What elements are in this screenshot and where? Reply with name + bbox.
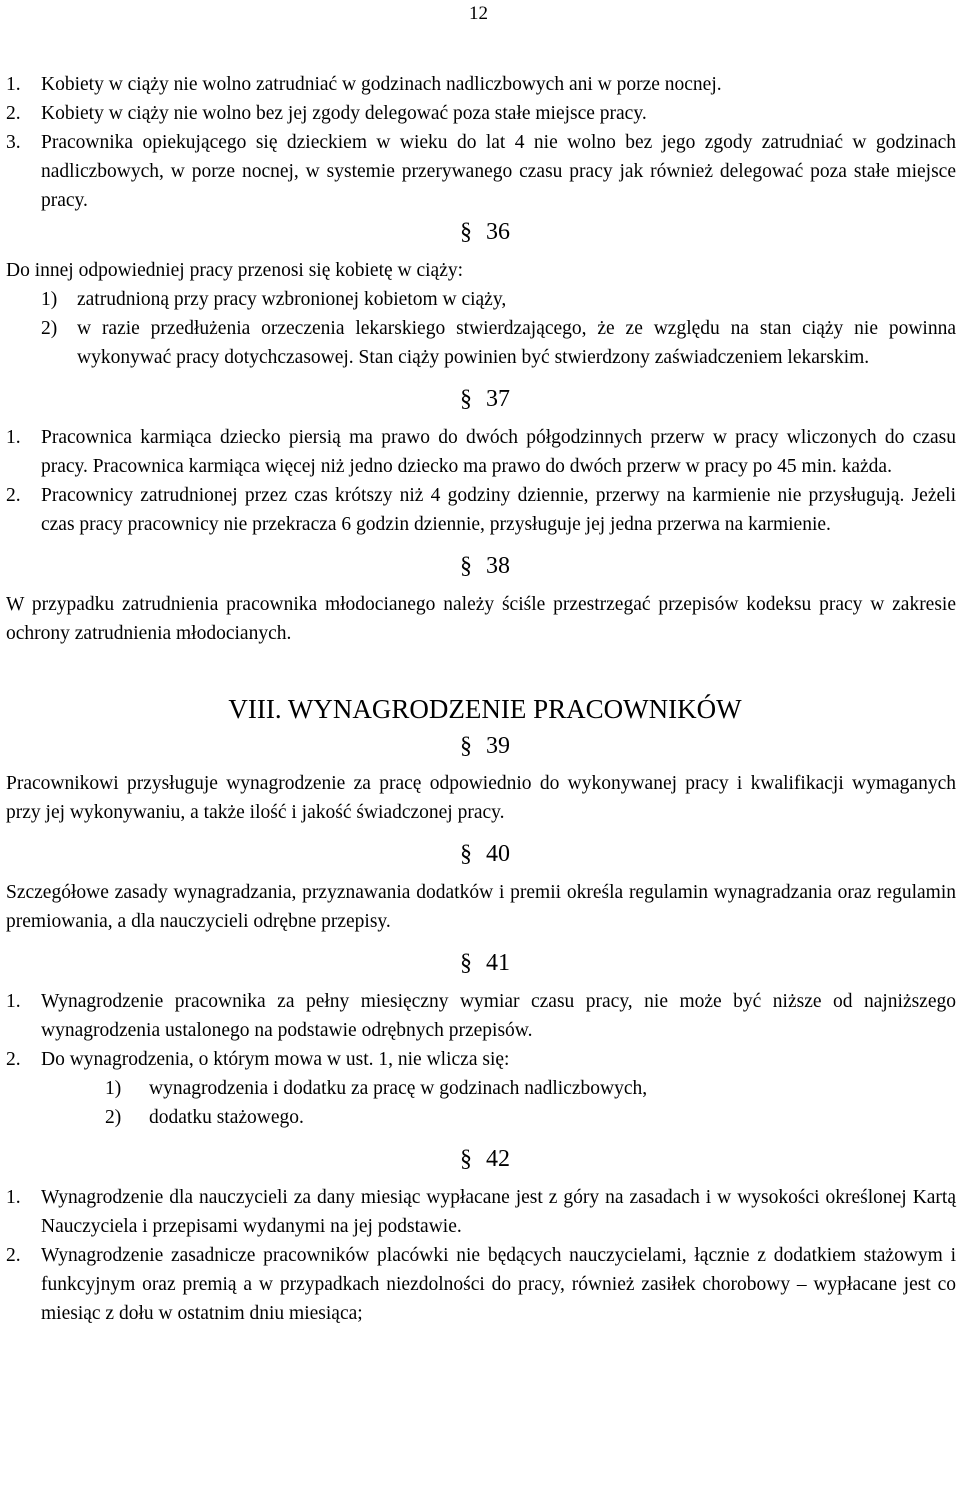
item-text: wynagrodzenia i dodatku za pracę w godzinach nadliczbowych, [149,1078,648,1099]
item-text: Do wynagrodzenia, o którym mowa w ust. 1, nie wlicza się: [41,1049,510,1070]
list-item [6,285,956,314]
list-item [6,1045,956,1074]
section-number: 40 [486,841,510,867]
section-heading-39 [6,731,956,761]
section-heading-38 [6,551,956,581]
section-heading-40 [6,839,956,869]
section-symbol: § [460,950,472,976]
page-number: 12 [469,3,488,24]
section-40-text: Szczegółowe zasady wynagradzania, przyznawania dodatków i premii określa regulamin wynagradzania oraz regulamin premiowania, a dla nauczycieli odrębne przepisy. [6,882,956,932]
item-number: 2) [105,1107,122,1128]
item-text: Pracownika opiekującego się dzieckiem w wieku do lat 4 nie wolno bez jego zgody zatrudniać w godzinach nadliczbowych, w porze nocnej, w systemie przerywanego czasu pracy jak również delegować poza stałe miejsce pracy. [41,132,956,211]
section-number: 42 [486,1146,510,1172]
list-subitem [6,1103,956,1132]
chapter-heading: VIII. WYNAGRODZENIE PRACOWNIKÓW [228,694,742,724]
item-number: 1. [6,427,21,448]
item-text: Pracownicy zatrudnionej przez czas krótszy niż 4 godziny dziennie, przerwy na karmienie nie przysługują. Jeżeli czas pracy pracownicy nie przekracza 6 godzin dziennie, przysługuje jej jedna przerwa na karmienie. [41,485,956,535]
section-heading-41 [6,948,956,978]
list-item [6,70,956,99]
item-number: 1. [6,74,21,95]
section-39-text: Pracownikowi przysługuje wynagrodzenie za pracę odpowiednio do wykonywanej pracy i kwalifikacji wymaganych przy jej wykonywaniu, a także ilość i jakość świadczonej pracy. [6,773,956,823]
item-number: 2) [41,318,58,339]
item-number: 1. [6,1187,21,1208]
section-number: 37 [486,386,510,412]
section-symbol: § [460,733,472,759]
section-heading-42 [6,1144,956,1174]
item-text: Wynagrodzenie pracownika za pełny miesięczny wymiar czasu pracy, nie może być niższe od najniższego wynagrodzenia ustalonego na podstawie odrębnych przepisów. [41,991,956,1041]
item-text: Kobiety w ciąży nie wolno zatrudniać w godzinach nadliczbowych ani w porze nocnej. [41,74,722,95]
section-36-intro: Do innej odpowiedniej pracy przenosi się kobietę w ciąży: [6,260,464,281]
section-symbol: § [460,219,472,245]
item-number: 1. [6,991,21,1012]
item-number: 2. [6,103,21,124]
section-number: 39 [486,733,510,759]
section-symbol: § [460,553,472,579]
list-item [6,99,956,128]
section-number: 36 [486,219,510,245]
item-number: 3. [6,132,21,153]
list-item [6,423,956,481]
section-38-text: W przypadku zatrudnienia pracownika młodocianego należy ściśle przestrzegać przepisów kodeksu pracy w zakresie ochrony zatrudnienia młodocianych. [6,594,956,644]
list-item [6,481,956,539]
item-text: Wynagrodzenie zasadnicze pracowników placówki nie będących nauczycielami, łącznie z dodatkiem stażowym i funkcyjnym oraz premią a w przypadkach niezdolności do pracy, również zasiłek chorobowy – wypłacane jest co miesiąc z dołu w ostatnim dniu miesiąca; [41,1245,956,1324]
item-text: zatrudnioną przy pracy wzbronionej kobietom w ciąży, [77,289,507,310]
item-number: 1) [105,1078,122,1099]
section-heading-36 [6,217,956,247]
section-symbol: § [460,386,472,412]
section-heading-37 [6,384,956,414]
item-text: Wynagrodzenie dla nauczycieli za dany miesiąc wypłacane jest z góry na zasadach i w wysokości określonej Kartą Nauczyciela i przepisami wydanymi na jej podstawie. [41,1187,956,1237]
item-text: Kobiety w ciąży nie wolno bez jej zgody delegować poza stałe miejsce pracy. [41,103,647,124]
section-number: 38 [486,553,510,579]
item-number: 2. [6,1049,21,1070]
list-item [6,987,956,1045]
document-body [6,70,956,1328]
list-item [6,1183,956,1241]
item-text: dodatku stażowego. [149,1107,304,1128]
item-number: 2. [6,485,21,506]
list-subitem [6,1074,956,1103]
item-text: Pracownica karmiąca dziecko piersią ma prawo do dwóch półgodzinnych przerw w pracy wliczonych do czasu pracy. Pracownica karmiąca więcej niż jedno dziecko ma prawo do dwóch przerw w pracy po 45 min. każda. [41,427,956,477]
section-symbol: § [460,1146,472,1172]
list-item [6,314,956,372]
item-text: w razie przedłużenia orzeczenia lekarskiego stwierdzającego, że ze względu na stan ciąży nie powinna wykonywać pracy dotychczasowej. Stan ciąży powinien być stwierdzony zaświadczeniem lekarskim. [77,318,956,368]
list-item [6,1241,956,1328]
item-number: 1) [41,289,58,310]
item-number: 2. [6,1245,21,1266]
section-symbol: § [460,841,472,867]
list-item [6,128,956,215]
section-number: 41 [486,950,510,976]
